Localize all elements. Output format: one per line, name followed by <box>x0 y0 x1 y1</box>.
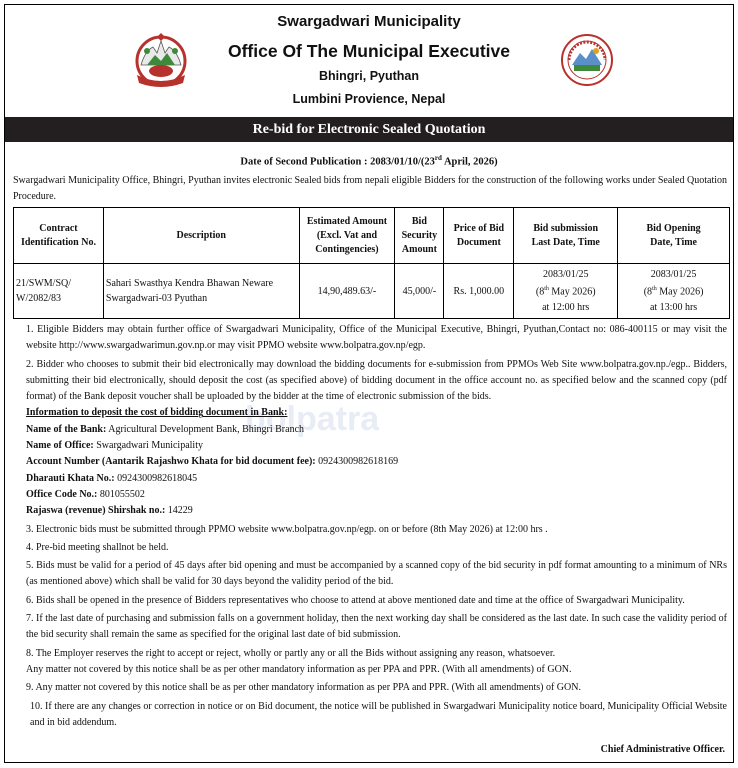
works-table <box>13 207 730 319</box>
bank-info-title: Information to deposit the cost of bidding document in Bank: <box>26 407 288 419</box>
dharauti-row: Dharauti Khata No.: 0924300982618045 <box>26 472 198 484</box>
col-header-opening: Bid Opening Date, Time <box>618 208 730 264</box>
office-location: Bhingri, Pyuthan <box>319 69 419 83</box>
table-header-row <box>14 208 730 264</box>
cell-submission: 2083/01/25 (8th May 2026) at 12:00 hrs <box>514 264 618 319</box>
office-province: Lumbini Provience, Nepal <box>292 92 446 106</box>
account-row: Account Number (Aantarik Rajashwo Khata for bid document fee): 0924300982618169 <box>26 456 399 468</box>
watermark: bolpatra <box>245 400 380 438</box>
publication-date: Date of Second Publication : 2083/01/10/(23rd April, 2026) <box>240 154 498 168</box>
col-header-estimated-amount: Estimated Amount (Excl. Vat and Contingencies) <box>299 208 395 264</box>
cell-contract-id: 21/SWM/SQ/ W/2082/83 <box>14 264 104 319</box>
terms-list <box>13 322 727 731</box>
cell-opening: 2083/01/25 (8th May 2026) at 13:00 hrs <box>618 264 730 319</box>
municipality-seal-icon <box>560 33 614 87</box>
term-4: 4. Pre-bid meeting shallnot be held. <box>26 541 169 553</box>
office-title: Office Of The Municipal Executive <box>227 41 510 61</box>
term-6: 6. Bids shall be opened in the presence of Bidders representatives who choose to attend at above mentioned date and time at the office of Swargadwari Municipality. <box>26 594 685 606</box>
table-row <box>14 264 730 319</box>
intro-paragraph: Swargadwari Municipality Office, Bhingri, Pyuthan invites electronic Sealed bids from nepali eligible Bidders for the construction of the following works under Sealed Quotation Procedure. <box>13 175 727 202</box>
term-1: 1. Eligible Bidders may obtain further office of Swargadwari Municipality, Office of the Municipal Executive, Bhingri, Pyuthan,Contact no: 086-400115 or may visit the website http://www.swargadwarimun.gov.np.or may visit PPMO website www.bolpatra.gov.np/egp. <box>26 324 727 352</box>
term-3: 3. Electronic bids must be submitted through PPMO website www.bolpatra.gov.np/egp. on or before (8th May 2026) at 12:00 hrs . <box>26 523 548 535</box>
term-5: 5. Bids must be valid for a period of 45 days after bid opening and must be accompanied by a scanned copy of the bid security in pdf format amounting to a minimum of NRs (as mentioned above) which shall be valid for 30 days beyond the validity period of the bid. <box>26 560 727 588</box>
bank-info <box>13 405 727 519</box>
office-name-row: Name of Office: Swargadwari Municipality <box>26 440 203 452</box>
term-7: 7. If the last date of purchasing and submission falls on a government holiday, then the next working day shall be considered as the last date. In such case the validity period of the bid security shall remain the same as specified for the original last date of bid submission. <box>26 613 727 641</box>
notice-page <box>4 4 734 763</box>
col-header-submission: Bid submission Last Date, Time <box>514 208 618 264</box>
notice-header <box>5 5 733 117</box>
term-10: 10. If there are any changes or correction in notice or on Bid document, the notice will be published in Swargadwari Municipality notice board, Municipality Official Website and in bid addendum. <box>30 700 727 728</box>
office-code-row: Office Code No.: 801055502 <box>26 488 145 500</box>
col-header-bid-security: Bid Security Amount <box>395 208 444 264</box>
cell-description: Sahari Swasthya Kendra Bhawan Neware Swargadwari-03 Pyuthan <box>103 264 299 319</box>
signature: Chief Administrative Officer. <box>600 744 725 755</box>
col-header-description: Description <box>103 208 299 264</box>
municipality-name: Swargadwari Municipality <box>277 13 461 30</box>
term-2: 2. Bidder who chooses to submit their bid electronically may download the bidding documents for e-submission from PPMOs Web Site www.bolpatra.gov.np./egp.. Bidders, submitting their bid electronically, should deposit the cost (as specified above) of bidding document in the office account no. as specified below and the scanned copy (pdf format) of the Bank deposit voucher shall be uploaded by the bidder at the time of electronic submission of the bids. <box>26 358 727 403</box>
term-9: 9. Any matter not covered by this notice shall be as per other mandatory information as per PPA and PPR. (With all amendments) of GON. <box>26 682 581 694</box>
col-header-price: Price of Bid Document <box>444 208 514 264</box>
term-8: 8. The Employer reserves the right to accept or reject, wholly or partly any or all the Bids without assigning any reason, whatsoever. <box>26 647 556 659</box>
bank-name-row: Name of the Bank: Agricultural Development Bank, Bhingri Branch <box>26 423 305 435</box>
cell-estimate: 14,90,489.63/- <box>299 264 395 319</box>
rajaswa-row: Rajaswa (revenue) Shirshak no.: 14229 <box>26 505 193 517</box>
term-8-note: Any matter not covered by this notice shall be as per other mandatory information as per PPA and PPR. (With all amendments) of GON. <box>26 663 572 675</box>
notice-banner: Re-bid for Electronic Sealed Quotation <box>5 117 733 142</box>
cell-security: 45,000/- <box>395 264 444 319</box>
cell-price: Rs. 1,000.00 <box>444 264 514 319</box>
col-header-contract-id: Contract Identification No. <box>14 208 104 264</box>
